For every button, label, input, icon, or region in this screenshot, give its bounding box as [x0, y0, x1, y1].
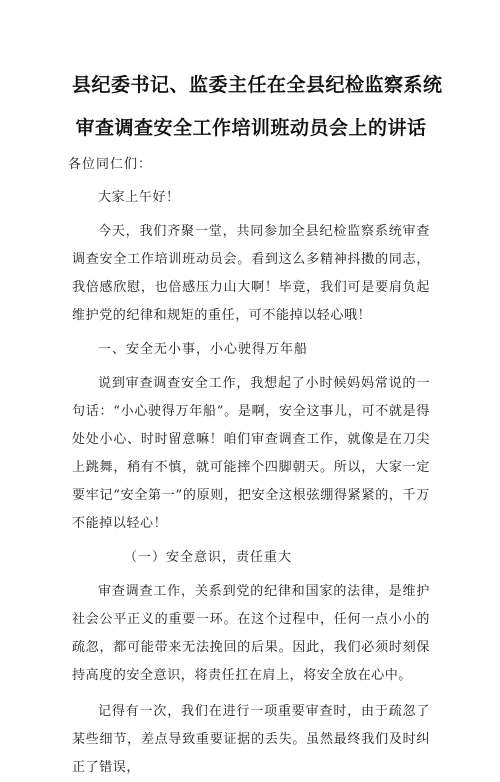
salutation: 各位同仁们：: [68, 157, 153, 172]
document-title-line-1: 县纪委书记、监委主任在全县纪检监察系统: [72, 74, 443, 96]
subsection-1-body: 审查调查工作，关系到党的纪律和国家的法律，是维护社会公平正义的重要一环。在这个过程中，任何一点小小的疏忽，都可能带来无法挽回的后果。因此，我们必须时刻保持高度的安全意识，将责任扛在肩上，将安全放在心中。: [72, 584, 430, 683]
intro-paragraph: 今天，我们齐聚一堂，共同参加全县纪检监察系统审查调查安全工作培训班动员会。看到这么多精神抖擞的同志，我倍感欣慰，也倍感压力山大啊！毕竟，我们可是要肩负起维护党的纪律和规矩的重任，可不能掉以轻心哦！: [72, 224, 430, 323]
section-1-body: 说到审查调查安全工作，我想起了小时候妈妈常说的一句话：“小心驶得万年船”。是啊，安全这事儿，可不就是得处处小心、时时留意嘛！咱们审查调查工作，就像是在刀尖上跳舞，稍有不慎，就可能摔个四脚朝天。所以，大家一定要牢记“安全第一”的原则，把安全这根弦绷得紧紧的，千万不能掉以轻心！: [72, 376, 430, 531]
anecdote-paragraph: 记得有一次，我们在进行一项重要审查时，由于疏忽了某些细节，差点导致重要证据的丢失。虽然最终我们及时纠正了错误，: [72, 704, 430, 775]
greeting: 大家上午好！: [98, 190, 180, 205]
document-title-line-2: 审查调查安全工作培训班动员会上的讲话: [75, 117, 427, 139]
section-1-heading: 一、安全无小事，小心驶得万年船: [98, 342, 309, 357]
subsection-1-heading: （一）安全意识，责任重大: [124, 550, 293, 565]
